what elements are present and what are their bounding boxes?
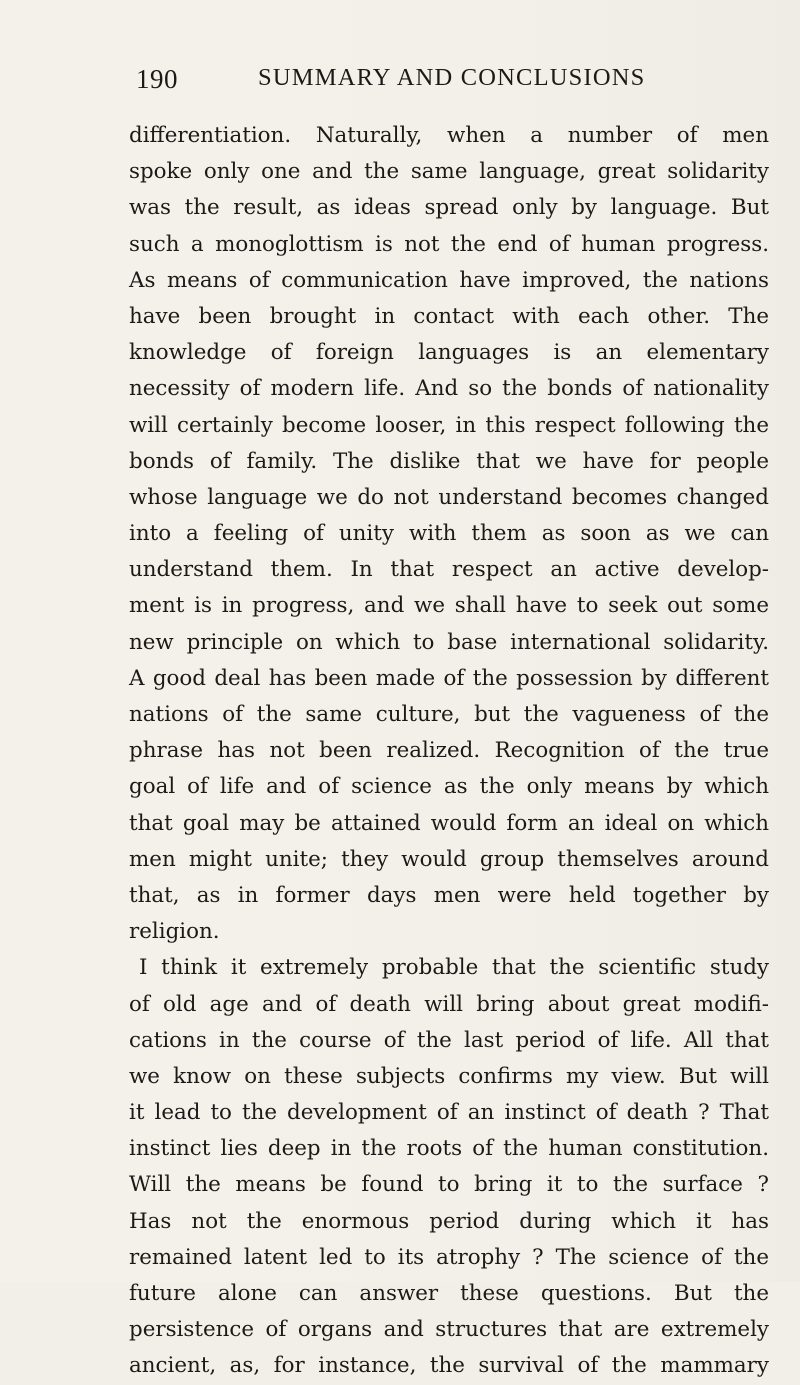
text-line: of old age and of death will bring about great modifi-: [129, 991, 769, 1017]
text-line: it lead to the development of an instinct of death ? That: [129, 1100, 769, 1126]
text-line: bonds of family. The dislike that we have for people: [129, 448, 769, 474]
text-line: goal of life and of science as the only means by which: [129, 774, 769, 800]
text-line: nations of the same culture, but the vagueness of the: [129, 702, 769, 727]
paragraph-end-line: religion.: [129, 919, 220, 945]
text-line: have been brought in contact with each other. The: [129, 303, 769, 329]
text-line: necessity of modern life. And so the bonds of nationality: [129, 376, 769, 402]
text-line: new principle on which to base international solidarity.: [129, 629, 769, 655]
text-line: differentiation. Naturally, when a number of men: [129, 123, 769, 148]
text-line: Has not the enormous period during which it has: [129, 1208, 769, 1234]
page-header: [136, 64, 776, 100]
text-line: was the result, as ideas spread only by language. But: [129, 195, 769, 221]
text-line: that goal may be attained would form an ideal on which: [129, 810, 769, 836]
text-line: spoke only one and the same language, great solidarity: [129, 159, 769, 185]
text-line: ancient, as, for instance, the survival of the mammary: [129, 1353, 769, 1379]
text-line: phrase has not been realized. Recognition of the true: [129, 738, 769, 764]
text-line: that, as in former days men were held together by: [129, 882, 769, 908]
text-line: men might unite; they would group themselves around: [129, 846, 769, 872]
text-line: will certainly become looser, in this respect following the: [129, 412, 769, 438]
page-number: 190: [136, 64, 178, 94]
text-line: ment is in progress, and we shall have to seek out some: [129, 593, 769, 619]
text-line: whose language we do not understand becomes changed: [129, 484, 769, 510]
text-line: future alone can answer these questions. But the: [129, 1281, 769, 1306]
text-line: into a feeling of unity with them as soon as we can: [129, 521, 769, 547]
text-line: cations in the course of the last period of life. All that: [129, 1027, 769, 1053]
text-line: understand them. In that respect an active develop-: [129, 557, 769, 583]
text-line: such a monoglottism is not the end of human progress.: [129, 231, 769, 257]
text-line: knowledge of foreign languages is an elementary: [129, 340, 769, 366]
text-line: we know on these subjects confirms my view. But will: [129, 1063, 769, 1089]
text-line: As means of communication have improved, the nations: [129, 267, 769, 293]
text-line: persistence of organs and structures that are extremely: [129, 1317, 769, 1343]
text-line: Will the means be found to bring it to the surface ?: [129, 1172, 769, 1198]
text-line: remained latent led to its atrophy ? The science of the: [129, 1244, 769, 1270]
text-line: A good deal has been made of the possession by different: [129, 665, 769, 691]
text-line: instinct lies deep in the roots of the human constitution.: [129, 1136, 769, 1162]
body-text: [129, 118, 769, 1385]
running-head: SUMMARY AND CONCLUSIONS: [258, 64, 646, 91]
paragraph-start-line: I think it extremely probable that the scientific study: [139, 955, 769, 981]
